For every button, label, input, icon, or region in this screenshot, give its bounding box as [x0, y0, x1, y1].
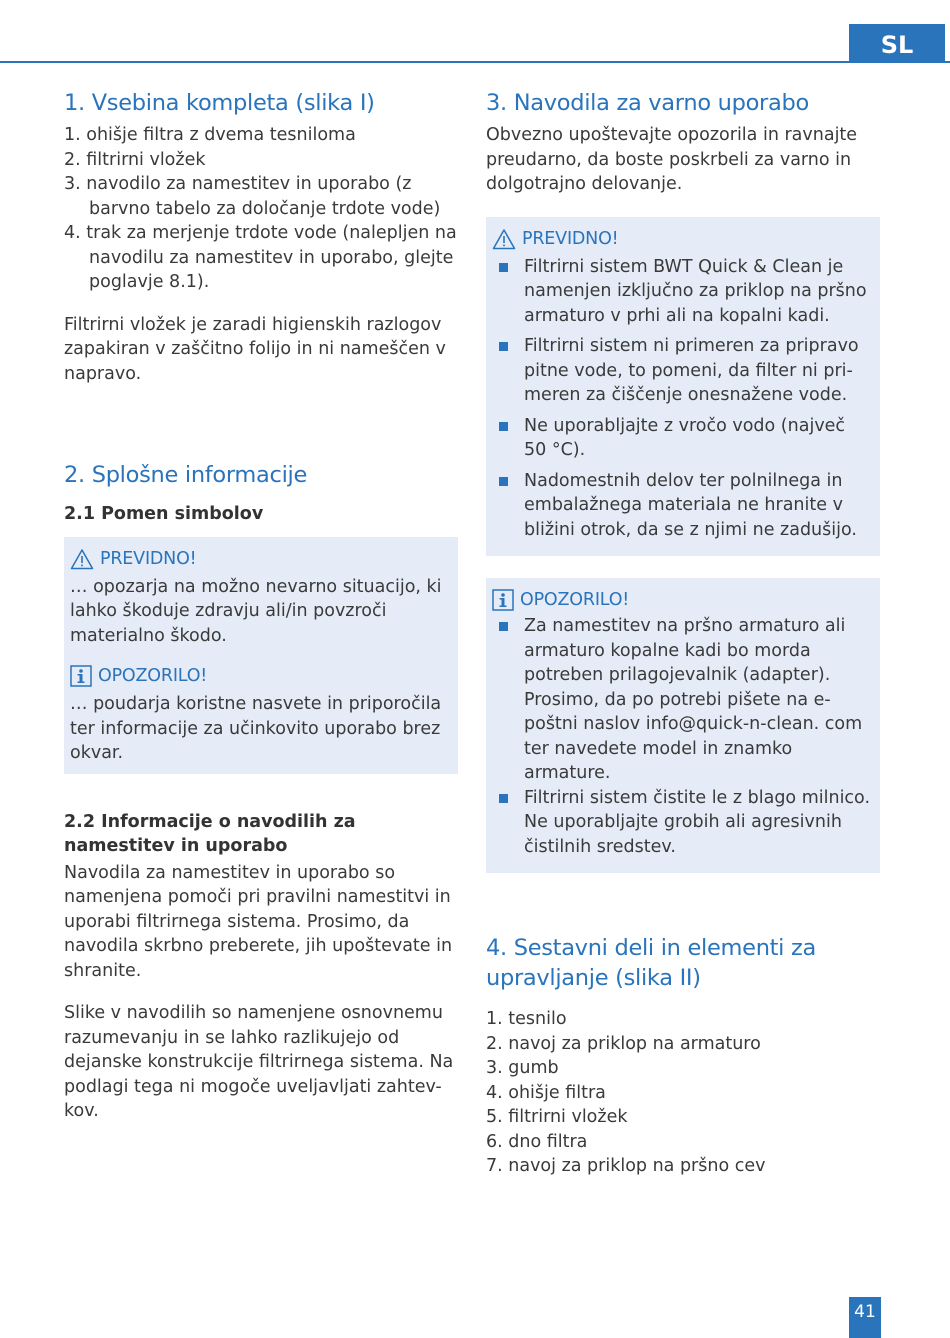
list-item: Ne uporabljajte z vročo vodo (največ 50 °C).: [492, 414, 872, 463]
safety-note-box: [486, 578, 880, 873]
list-item: Filtrirni sistem BWT Quick & Clean je namenjen izključno za priklop na pršno armaturo v prhi ali na kopalni kadi.: [492, 255, 872, 329]
list-item: 1. tesnilo: [486, 1009, 567, 1029]
note-heading: [70, 664, 450, 688]
warning-label: PREVIDNO!: [522, 228, 619, 249]
warning-list: [492, 255, 872, 543]
warning-triangle-icon: [492, 228, 516, 250]
list-item: 3. gumb: [486, 1058, 559, 1078]
note-label: OPOZORILO!: [98, 666, 208, 686]
section-2-title: 2. Splošne informacije: [64, 462, 308, 488]
right-column: [486, 88, 882, 1179]
note-label: OPOZORILO!: [520, 590, 630, 610]
warning-heading: [70, 547, 450, 571]
list-item: 4. trak za merjenje trdote vode (nalepljen na navodilu za namestitev in uporabo, glejte poglavje 8.1).: [64, 223, 457, 292]
info-icon: [492, 589, 514, 611]
instructions-paragraph: Navodila za namestitev in uporabo so namenjena pomoči pri pravilni namestitvi in uporabi filtrirnega sistema. Prosimo, da navodila skrbno preberete, jih upoštevate in shranite.: [64, 862, 453, 981]
note-list: [492, 614, 872, 859]
language-tab: SL: [849, 24, 945, 62]
note-heading: [492, 588, 872, 612]
list-item: Nadomestnih delov ter polnilnega in embalažnega materiala ne hranite v bližini otrok, da se z njimi ne zadušijo.: [492, 469, 872, 543]
list-item: 4. ohišje filtra: [486, 1082, 606, 1103]
list-item: 2. navoj za priklop na armaturo: [486, 1033, 761, 1054]
list-item: Filtrirni sistem čistite le z blago milnico. Ne uporabljajte grobih ali agresivnih čistilnih sredstev.: [492, 786, 872, 860]
info-icon: [70, 665, 92, 687]
warning-description: … opozarja na možno nevarno situacijo, ki lahko škoduje zdravju ali/in povzroči materialno škodo.: [70, 576, 442, 646]
safety-intro: Obvezno upoštevajte opozorila in ravnajte preudarno, da boste poskrbeli za varno in dolgotrajno delovanje.: [486, 125, 858, 194]
page-number: 41: [849, 1297, 881, 1338]
list-item: 1. ohišje filtra z dvema tesniloma: [64, 125, 356, 145]
safety-warning-box: [486, 217, 880, 557]
figures-paragraph: Slike v navodilih so namenjene osnovnemu razumevanju in se lahko razlikujejo od dejanske konstrukcije filtrirnega sistema. Na podlagi tega ni mogoče uveljavljati zahtev-kov.: [64, 1003, 454, 1121]
subsection-2-1-title: 2.1 Pomen simbolov: [64, 504, 264, 524]
list-item: Filtrirni sistem ni primeren za pripravo pitne vode, to pomeni, da filter ni pri-meren za čiščenje onesnažene vode.: [492, 334, 872, 408]
warning-triangle-icon: [70, 548, 94, 570]
kit-contents-list: [64, 123, 460, 295]
section-3-title: 3. Navodila za varno uporabo: [486, 90, 809, 116]
section-1-title: 1. Vsebina kompleta (slika I): [64, 90, 375, 116]
note-description: … poudarja koristne nasvete in priporočila ter informacije za učinkovito uporabo brez okvar.: [70, 694, 442, 763]
list-item: 5. filtrirni vložek: [486, 1107, 628, 1127]
header-rule: [0, 61, 950, 63]
list-item: 2. filtrirni vložek: [64, 149, 206, 170]
list-item: 6. dno filtra: [486, 1131, 588, 1152]
cartridge-note: Filtrirni vložek je zaradi higienskih razlogov zapakiran v zaščitno folijo in ni nameščen v napravo.: [64, 314, 446, 384]
section-4-title: 4. Sestavni deli in elementi za upravljanje (slika II): [486, 935, 816, 991]
components-list: [486, 1007, 882, 1179]
left-column: [64, 88, 460, 1124]
list-item: 7. navoj za priklop na pršno cev: [486, 1156, 766, 1176]
list-item: 3. navodilo za namestitev in uporabo (z barvno tabelo za določanje trdote vode): [64, 174, 441, 219]
subsection-2-2-title: 2.2 Informacije o navodilih za namestitev in uporabo: [64, 811, 356, 856]
list-item: Za namestitev na pršno armaturo ali armaturo kopalne kadi bo morda potreben prilagojevalnik (adapter). Prosimo, da po potrebi pišete na e-poštni naslov info@quick-n-clean. com ter navedete model in znamko armature.: [492, 614, 872, 786]
symbols-box: [64, 537, 458, 774]
warning-label: PREVIDNO!: [100, 548, 197, 569]
warning-heading: [492, 227, 872, 251]
